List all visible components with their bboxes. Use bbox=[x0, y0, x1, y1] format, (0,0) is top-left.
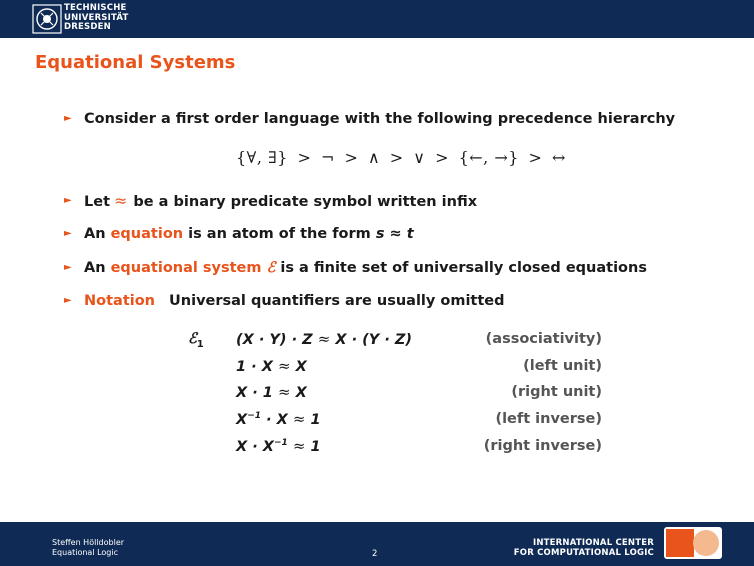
center-line-2: FOR COMPUTATIONAL LOGIC bbox=[513, 548, 654, 558]
footer-author bbox=[52, 538, 124, 558]
hierarchy-gt: > bbox=[344, 148, 359, 167]
bullet-2-suffix: be a binary predicate symbol written infix bbox=[133, 194, 478, 210]
tu-dresden-logo-icon bbox=[32, 4, 62, 34]
equation-row bbox=[236, 437, 321, 456]
university-name bbox=[64, 4, 128, 33]
bullet-marker-icon: ► bbox=[64, 113, 72, 124]
notation-label: Notation bbox=[84, 293, 155, 309]
bullet-3-text bbox=[84, 225, 414, 243]
hierarchy-gt: > bbox=[389, 148, 404, 167]
equation-lhs: X · X bbox=[236, 439, 274, 455]
equation-lhs-rest: · X bbox=[261, 412, 288, 428]
approx-symbol: ≈ bbox=[277, 383, 291, 401]
bullet-2-text bbox=[84, 192, 477, 211]
equation-label: (associativity) bbox=[485, 331, 602, 347]
equation-rhs: X · (Y · Z) bbox=[335, 332, 413, 348]
university-line-3: DRESDEN bbox=[64, 22, 111, 32]
equation-label: (left inverse) bbox=[495, 411, 602, 427]
hierarchy-equivalence: ↔ bbox=[552, 148, 566, 167]
hierarchy-negation: ¬ bbox=[320, 148, 335, 167]
bullet-4-prefix: An bbox=[84, 260, 111, 276]
bullet-4-text bbox=[84, 259, 647, 277]
university-line-2: UNIVERSITÄT bbox=[64, 12, 129, 23]
inverse-exponent: −1 bbox=[247, 411, 261, 422]
bullet-marker-icon: ► bbox=[64, 195, 72, 206]
term-equational-system: equational system bbox=[110, 260, 262, 276]
bullet-2-prefix: Let bbox=[84, 194, 111, 210]
equation-lhs: (X · Y) · Z bbox=[236, 332, 313, 348]
author-name: Steffen Hölldobler bbox=[52, 538, 125, 547]
page-number: 2 bbox=[372, 549, 378, 559]
equation-lhs: X · 1 bbox=[236, 385, 273, 401]
iccl-logo-icon bbox=[664, 527, 722, 559]
notation-text: Universal quantifiers are usually omitted bbox=[169, 293, 505, 309]
bullet-1-text: Consider a first order language with the following precedence hierarchy bbox=[84, 111, 676, 127]
equation-label: (right inverse) bbox=[483, 438, 602, 454]
university-line-1: TECHNISCHE bbox=[64, 3, 127, 13]
approx-symbol: ≈ bbox=[292, 410, 306, 428]
hierarchy-conjunction: ∧ bbox=[367, 148, 381, 167]
hierarchy-disjunction: ∨ bbox=[413, 148, 426, 167]
system-symbol: ℰ bbox=[266, 259, 276, 276]
inverse-exponent: −1 bbox=[273, 438, 288, 449]
term-equation: equation bbox=[110, 226, 184, 242]
equation-lhs: 1 · X bbox=[236, 359, 273, 375]
formula-s-approx-t: s ≈ t bbox=[375, 226, 414, 242]
equation-rhs: 1 bbox=[310, 412, 321, 428]
approx-symbol: ≈ bbox=[292, 437, 306, 455]
precedence-hierarchy bbox=[234, 148, 568, 167]
equation-system-symbol: ℰ bbox=[188, 330, 197, 347]
hierarchy-gt: > bbox=[435, 148, 449, 167]
equation-row bbox=[236, 330, 412, 349]
equation-row bbox=[236, 410, 321, 429]
bullet-3-middle: is an atom of the form bbox=[183, 226, 376, 242]
page-title: Equational Systems bbox=[35, 52, 236, 73]
equation-row bbox=[236, 357, 307, 376]
approx-symbol: ≈ bbox=[317, 330, 331, 348]
equation-lhs: X bbox=[236, 412, 248, 428]
bullet-marker-icon: ► bbox=[64, 262, 72, 273]
hierarchy-quantifiers: {∀, ∃} bbox=[236, 148, 288, 167]
equation-rhs: X bbox=[295, 359, 307, 375]
bullet-5-text bbox=[84, 292, 505, 310]
bullet-marker-icon: ► bbox=[64, 295, 72, 306]
center-line-1: INTERNATIONAL CENTER bbox=[532, 538, 654, 548]
equation-label: (right unit) bbox=[511, 384, 602, 400]
approx-symbol: ≈ bbox=[277, 357, 291, 375]
hierarchy-gt: > bbox=[297, 148, 312, 167]
header-bar bbox=[0, 0, 754, 38]
approx-symbol: ≈ bbox=[114, 191, 128, 210]
equation-rhs: X bbox=[295, 385, 307, 401]
bullet-marker-icon: ► bbox=[64, 228, 72, 239]
course-name: Equational Logic bbox=[52, 548, 119, 557]
bullet-3-prefix: An bbox=[84, 226, 111, 242]
equation-system-name bbox=[188, 330, 204, 350]
hierarchy-implications: {←, →} bbox=[458, 148, 519, 167]
hierarchy-gt: > bbox=[528, 148, 543, 167]
center-name bbox=[514, 538, 654, 558]
equation-rhs: 1 bbox=[310, 439, 321, 455]
equation-label: (left unit) bbox=[523, 358, 602, 374]
equation-row bbox=[236, 383, 307, 402]
equation-system-subscript: 1 bbox=[196, 338, 204, 350]
bullet-4-suffix: is a finite set of universally closed equations bbox=[275, 260, 647, 276]
